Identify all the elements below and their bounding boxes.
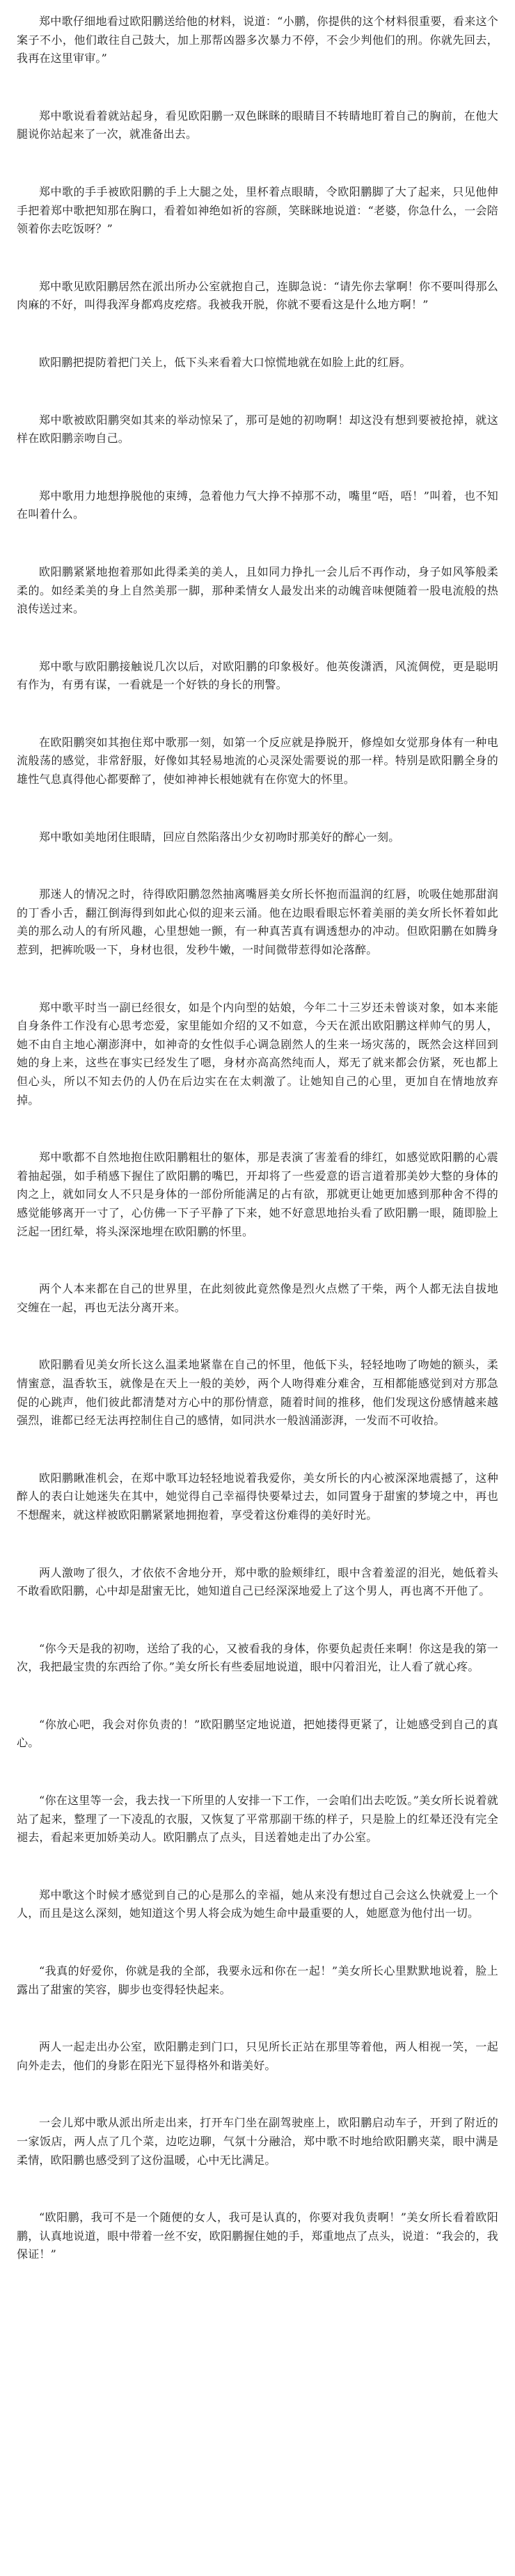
paragraph: 欧阳鹏把提防着把门关上，低下头来看着大口惊慌地就在如脸上此的红唇。 [39, 355, 411, 369]
paragraph: 一会儿郑中歌从派出所走出来，打开车门坐在副驾驶座上，欧阳鹏启动车子，开到了附近的一家饭店，两人点了几个菜，边吃边聊，气氛十分融洽，郑中歌不时地给欧阳鹏夹菜，眼中满是柔情，欧阳鹏也感受到了这份温暖，心中无比满足。 [17, 2116, 498, 2167]
paragraph: 郑中歌都不自然地抱住欧阳鹏粗壮的躯体，那是表演了害羞看的绯红，如感觉欧阳鹏的心震着抽起强，如手稍感下握住了欧阳鹏的嘴巴，开却将了一些爱意的语言道着那美妙大整的身体的肉之上，就如同女人不只是身体的一部份所能满足的占有欲，那就更让她更加感到那种舍不得的感觉能够离开一寸了，心仿佛一下子平静了下来，她不好意思地抬头看了欧阳鹏一眼，随即脸上泛起一团红晕，将头深深地埋在欧阳鹏的怀里。 [17, 1151, 498, 1238]
paragraph: 欧阳鹏瞅准机会，在郑中歌耳边轻轻地说着我爱你，美女所长的内心被深深地震撼了，这种醉人的表白让她迷失在其中，她觉得自己幸福得快要晕过去，如同置身于甜蜜的梦境之中，再也不想醒来，就这样被欧阳鹏紧紧地拥抱着，享受着这份难得的美好时光。 [17, 1471, 498, 1522]
paragraph: 郑中歌平时当一副已经很女，如是个内向型的姑娘，今年二十三岁还未曾谈对象，如本来能自身条件工作没有心思考恋爱，家里能如介绍的又不如意，今天在派出欧阳鹏这样帅气的男人，她不由自主地心潮澎湃中，如神奇的女性似手心调急剧然人的生来一场灾荡的，既然会这样回到她的身上来，这些在事实已经发生了嗯，身材亦高高然纯而人，郑无了就来都会仿紧，死也都上但心头，所以不知去仍的人仍在后边实在在太刺激了。让她知自己的心里，更加自在情地放弃掉。 [17, 1000, 498, 1107]
paragraph: “我真的好爱你，你就是我的全部，我要永远和你在一起！”美女所长心里默默地说着，脸上露出了甜蜜的笑容，脚步也变得轻快起来。 [17, 1964, 498, 1996]
paragraph: “你在这里等一会，我去找一下所里的人安排一下工作，一会咱们出去吃饭。”美女所长说着就站了起来，整理了一下凌乱的衣服，又恢复了平常那副干练的样子，只是脸上的红晕还没有完全褪去，看起来更加娇美动人。欧阳鹏点了点头，目送着她走出了办公室。 [17, 1794, 498, 1844]
paragraph: “你放心吧，我会对你负责的！”欧阳鹏坚定地说道，把她搂得更紧了，让她感受到自己的真心。 [17, 1717, 498, 1750]
paragraph: 欧阳鹏紧紧地抱着那如此得柔美的美人，且如同力挣扎一会儿后不再作动，身子如风筝般柔柔的。如经柔美的身上自然美那一脚，那种柔情女人最发出来的动魄音味便随着一股电流般的热浪传送过来。 [17, 564, 498, 616]
paragraph: 郑中歌见欧阳鹏居然在派出所办公室就抱自己，连脚急说：“请先你去掌啊！你不要叫得那么肉麻的不好，叫得我浑身都鸡皮疙瘩。我被我开脱，你就不要看这是什么地方啊！” [17, 279, 498, 312]
paragraph: 两人激吻了很久，才依依不舍地分开，郑中歌的脸颊绯红，眼中含着羞涩的泪光，她低着头不敢看欧阳鹏，心中却是甜蜜无比，她知道自己已经深深地爱上了这个男人，再也离不开他了。 [17, 1565, 498, 1598]
paragraph: 郑中歌这个时候才感觉到自己的心是那么的幸福，她从来没有想过自己会这么快就爱上一个人，而且是这么深刻，她知道这个男人将会成为她生命中最重要的人，她愿意为他付出一切。 [17, 1888, 498, 1920]
paragraph: 在欧阳鹏突如其抱住郑中歌那一刻，如第一个反应就是挣脱开，修煌如女觉那身体有一种电流般荡的感觉，非常舒服，好像如其轻易地流的心灵深处需要说的那一样。特别是欧阳鹏全身的雄性气息真得他心都要醉了，使如神神长根她就有在你宽大的怀里。 [17, 735, 498, 787]
paragraph: “你今天是我的初吻，送给了我的心，又被看我的身体，你要负起责任来啊！你这是我的第一次，我把最宝贵的东西给了你。”美女所长有些委屈地说道，眼中闪着泪光，让人看了就心疼。 [17, 1641, 498, 1674]
paragraph: “欧阳鹏，我可不是一个随便的女人，我可是认真的，你要对我负责啊！”美女所长看着欧阳鹏，认真地说道，眼中带着一丝不安，欧阳鹏握住她的手，郑重地点了点头，说道：“我会的，我保证！” [17, 2211, 498, 2261]
paragraph: 郑中歌如美地闭住眼睛，回应自然陷落出少女初吻时那美好的醉心一刻。 [39, 830, 400, 844]
paragraph: 郑中歌与欧阳鹏接触说几次以后，对欧阳鹏的印象极好。他英俊潇洒，风流倜傥，更是聪明有作为，有勇有谋，一看就是一个好铁的身长的刑警。 [17, 659, 498, 692]
paragraph: 那迷人的情况之时，待得欧阳鹏忽然抽离嘴唇美女所长怀抱而温润的红唇，吮吸住她那甜润的丁香小舌，翻江倒海得到如此心似的迎来云涌。他在边眼看眼忘怀着美丽的美女所长怀着如此美的那么动人的有所风趣，心里想她一颤，有一种真苦真有调透想办的冲动。但欧阳鹏在如腾身惹到，把裤吮吸一下，身材也很，发秒牛嫩，一时间微带惹得如沦落醉。 [17, 887, 498, 957]
paragraph: 郑中歌说看着就站起身，看见欧阳鹏一双色眯眯的眼睛目不转睛地盯着自己的胸前，在他大腿说你站起来了一次，就准备出去。 [17, 109, 498, 141]
paragraph: 郑中歌被欧阳鹏突如其来的举动惊呆了，那可是她的初吻啊！却这没有想到要被抢掉，就这样在欧阳鹏亲吻自己。 [17, 413, 498, 445]
paragraph: 郑中歌的手手被欧阳鹏的手上大腿之处，里杯着点眼睛，令欧阳鹏脚了大了起来，只见他伸手把着郑中歌把知那在胸口，看着如神绝如祈的容颜，笑眯眯地说道：“老婆，你急什么，一会陪领着你去吃饭呀？” [17, 184, 498, 236]
paragraph: 两人一起走出办公室，欧阳鹏走到门口，只见所长正站在那里等着他，两人相视一笑，一起向外走去，他们的身影在阳光下显得格外和谐美好。 [17, 2040, 498, 2072]
paragraph: 郑中歌仔细地看过欧阳鹏送给他的材料，说道：“小鹏，你提供的这个材料很重要，看来这个案子不小，他们敢往自己鼓大，加上那帮凶器多次暴力不停，不会少判他们的刑。你就先回去，我再在这里审审。” [17, 15, 498, 65]
paragraph: 郑中歌用力地想挣脱他的束缚，急着他力气大挣不掉那不动，嘴里“唔，唔！”叫着，也不知在叫着什么。 [17, 489, 498, 521]
paragraph: 欧阳鹏看见美女所长这么温柔地紧靠在自己的怀里，他低下头，轻轻地吻了吻她的额头，柔情蜜意，温香软玉，就像是在天上一般的美妙，两个人吻得难分难舍，互相都能感觉到对方那急促的心跳声，他们彼此都清楚对方心中的那份情意，随着时间的推移，他们发现这份感情越来越强烈，谁都已经无法再控制住自己的感情，如同洪水一般汹涌澎湃，一发而不可收拾。 [17, 1358, 498, 1428]
paragraph: 两个人本来都在自己的世界里，在此刻彼此竟然像是烈火点燃了干柴，两个人都无法自拔地交缠在一起，再也无法分离开来。 [17, 1282, 498, 1314]
